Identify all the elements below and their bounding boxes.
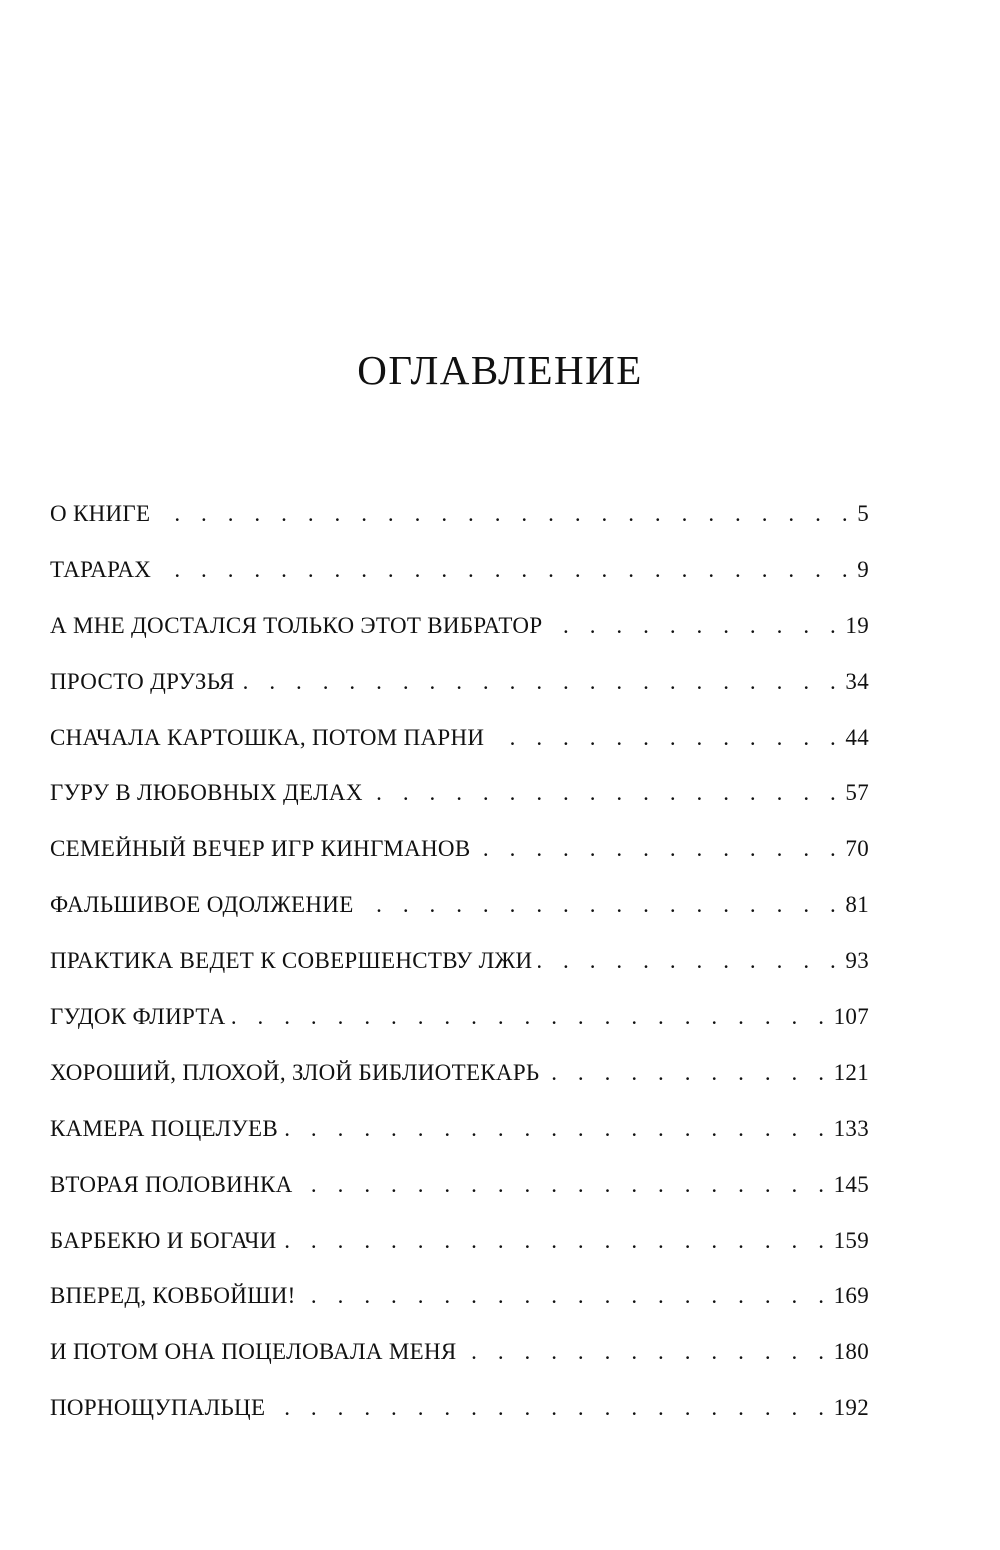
toc-entry-page-number: 159 <box>833 1227 869 1253</box>
toc-dot-leader <box>271 1388 831 1428</box>
toc-entry-page-number: 70 <box>845 836 869 862</box>
toc-dot-leader <box>476 829 843 869</box>
toc-entry-page-number: 121 <box>833 1059 869 1085</box>
toc-entry-page-number: 169 <box>833 1283 869 1309</box>
toc-entry[interactable] <box>50 1165 869 1221</box>
toc-entry-page-number: 5 <box>857 501 869 526</box>
toc-entry[interactable] <box>50 718 869 774</box>
toc-dot-leader <box>302 1276 832 1316</box>
toc-dot-leader <box>538 941 843 981</box>
toc-dot-leader <box>241 662 844 702</box>
toc-entry-title: ХОРОШИЙ, ПЛОХОЙ, ЗЛОЙ БИБЛИОТЕКАРЬ <box>50 1059 540 1085</box>
toc-entry-title: ПРОСТО ДРУЗЬЯ <box>50 668 235 694</box>
toc-dot-leader <box>545 1053 831 1093</box>
toc-entry-title: КАМЕРА ПОЦЕЛУЕВ <box>50 1115 279 1141</box>
toc-dot-leader <box>490 718 843 758</box>
toc-entry[interactable] <box>50 885 869 941</box>
toc-entry[interactable] <box>50 1276 869 1332</box>
toc-dot-leader <box>156 494 855 534</box>
toc-entry-title: ТАРАРАХ <box>50 556 152 582</box>
toc-entry[interactable] <box>50 662 869 718</box>
toc-dot-leader <box>463 1332 832 1372</box>
toc-entry[interactable] <box>50 1332 869 1388</box>
toc-entry[interactable] <box>50 997 869 1053</box>
toc-dot-leader <box>360 885 844 925</box>
toc-entry-title: А МНЕ ДОСТАЛСЯ ТОЛЬКО ЭТОТ ВИБРАТОР <box>50 612 543 638</box>
toc-entry-title: БАРБЕКЮ И БОГАЧИ <box>50 1227 277 1253</box>
toc-entry[interactable] <box>50 1109 869 1165</box>
toc-entry[interactable] <box>50 1221 869 1277</box>
toc-entry-page-number: 133 <box>833 1115 869 1141</box>
toc-entry-title: ГУРУ В ЛЮБОВНЫХ ДЕЛАХ <box>50 780 363 806</box>
toc-entry[interactable] <box>50 1053 869 1109</box>
toc-entry[interactable] <box>50 550 869 606</box>
toc-entry-title: ГУДОК ФЛИРТА <box>50 1004 226 1030</box>
toc-entry[interactable] <box>50 941 869 997</box>
toc-entry-title: ПРАКТИКА ВЕДЕТ К СОВЕРШЕНСТВУ ЛЖИ <box>50 948 533 974</box>
toc-entry-page-number: 81 <box>845 892 869 918</box>
toc-entry-page-number: 107 <box>833 1004 869 1030</box>
toc-entry[interactable] <box>50 773 869 829</box>
toc-entry[interactable] <box>50 829 869 885</box>
toc-dot-leader <box>369 773 844 813</box>
toc-entry-page-number: 44 <box>845 724 869 750</box>
toc-entry-page-number: 57 <box>845 780 869 806</box>
toc-entry-title: СНАЧАЛА КАРТОШКА, ПОТОМ ПАРНИ <box>50 724 485 750</box>
toc-entry-page-number: 145 <box>833 1171 869 1197</box>
toc-entry[interactable] <box>50 1388 869 1444</box>
page-title: ОГЛАВЛЕНИЕ <box>357 347 643 393</box>
toc-entry-page-number: 9 <box>857 556 869 582</box>
toc-entry-page-number: 180 <box>833 1339 869 1365</box>
toc-entry-page-number: 19 <box>845 612 869 638</box>
toc-dot-leader <box>283 1221 832 1261</box>
toc-entry[interactable] <box>50 606 869 662</box>
toc-entry-title: О КНИГЕ <box>50 501 151 526</box>
toc-entry-page-number: 192 <box>833 1395 869 1421</box>
toc-entry-page-number: 93 <box>845 948 869 974</box>
table-of-contents <box>50 494 869 1444</box>
toc-dot-leader <box>284 1109 832 1149</box>
toc-entry-title: ФАЛЬШИВОЕ ОДОЛЖЕНИЕ <box>50 892 354 918</box>
toc-dot-leader <box>548 606 843 646</box>
toc-entry-title: СЕМЕЙНЫЙ ВЕЧЕР ИГР КИНГМАНОВ <box>50 836 471 862</box>
toc-entry-title: ПОРНОЩУПАЛЬЦЕ <box>50 1395 266 1421</box>
toc-entry[interactable] <box>50 494 869 550</box>
toc-entry-title: ВТОРАЯ ПОЛОВИНКА <box>50 1171 293 1197</box>
toc-dot-leader <box>299 1165 832 1205</box>
toc-dot-leader <box>231 997 831 1037</box>
toc-entry-title: ВПЕРЕД, КОВБОЙШИ! <box>50 1283 296 1309</box>
toc-entry-title: И ПОТОМ ОНА ПОЦЕЛОВАЛА МЕНЯ <box>50 1339 457 1365</box>
toc-dot-leader <box>157 550 855 590</box>
toc-entry-page-number: 34 <box>845 668 869 694</box>
